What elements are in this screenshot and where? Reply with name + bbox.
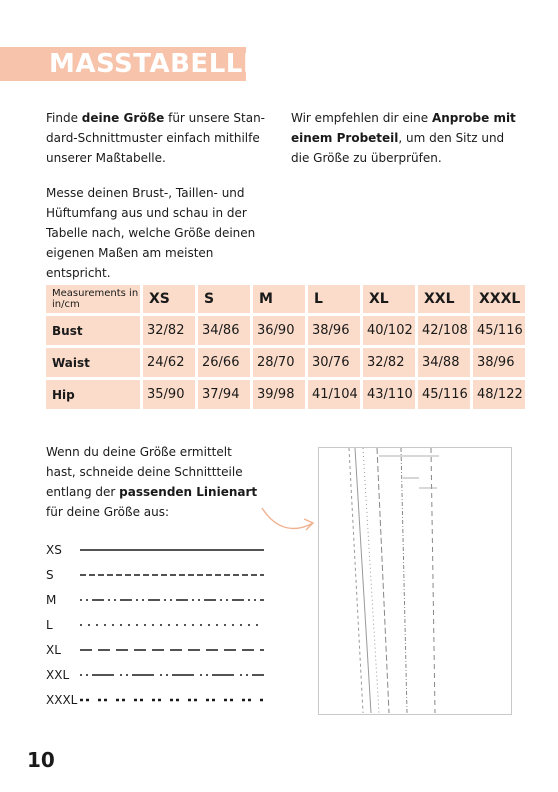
table-cell: 39/98 <box>253 380 305 409</box>
table-cell: 28/70 <box>253 348 305 377</box>
legend-size-label: XL <box>46 643 61 657</box>
table-cell: 26/66 <box>198 348 250 377</box>
intro-text: Finde <box>46 111 82 125</box>
table-size-header: XL <box>363 285 415 313</box>
legend-size-label: L <box>46 618 53 632</box>
page-title: MASSTABELLE <box>49 49 262 79</box>
legend-size-label: XS <box>46 543 62 557</box>
table-cell: 32/82 <box>143 316 195 345</box>
table-size-header: XS <box>143 285 195 313</box>
table-cell: 35/90 <box>143 380 195 409</box>
intro-text: für unsere Stan-dard-Schnittmuster einfach mithilfe unserer Maßtabelle. <box>46 111 265 165</box>
table-cell: 45/116 <box>473 316 525 345</box>
legend-size-label: S <box>46 568 54 582</box>
lines-intro-text: Wenn du deine Größe ermittelt hast, schneide deine Schnittteile entlang der <box>46 445 243 499</box>
table-cell: 42/108 <box>418 316 470 345</box>
intro-text: Wir empfehlen dir eine <box>291 111 432 125</box>
table-cell: 45/116 <box>418 380 470 409</box>
table-size-header: XXL <box>418 285 470 313</box>
table-row-label: Hip <box>46 380 140 409</box>
table-cell: 40/102 <box>363 316 415 345</box>
legend-size-label: M <box>46 593 57 607</box>
table-cell: 38/96 <box>308 316 360 345</box>
pattern-illustration <box>318 447 512 715</box>
legend-size-label: XXL <box>46 668 70 682</box>
table-cell: 34/86 <box>198 316 250 345</box>
table-cell: 36/90 <box>253 316 305 345</box>
intro-bold: deine Größe <box>81 111 165 125</box>
table-size-header: L <box>308 285 360 313</box>
lines-intro-bold: passenden Linienart <box>119 485 258 499</box>
table-row-label: Bust <box>46 316 140 345</box>
table-cell: 48/122 <box>473 380 525 409</box>
table-cell: 32/82 <box>363 348 415 377</box>
table-size-header: XXXL <box>473 285 525 313</box>
table-cell: 43/110 <box>363 380 415 409</box>
intro-text: , um den Sitz und die Größe zu überprüfen. <box>291 131 505 165</box>
table-cell: 34/88 <box>418 348 470 377</box>
table-corner-label: Measurements in in/cm <box>46 285 140 313</box>
table-cell: 37/94 <box>198 380 250 409</box>
table-size-header: S <box>198 285 250 313</box>
intro-bold: Anprobe mit einem Probeteil <box>291 111 516 145</box>
legend-size-label: XXXL <box>46 693 78 707</box>
pattern-lines-icon <box>319 448 510 713</box>
table-size-header: M <box>253 285 305 313</box>
lines-intro-text: für deine Größe aus: <box>46 505 170 519</box>
page-number: 10 <box>27 748 55 772</box>
table-row-label: Waist <box>46 348 140 377</box>
table-cell: 38/96 <box>473 348 525 377</box>
table-cell: 24/62 <box>143 348 195 377</box>
table-cell: 30/76 <box>308 348 360 377</box>
table-cell: 41/104 <box>308 380 360 409</box>
intro-text: Messe deinen Brust-, Taillen- und Hüftumfang aus und schau in der Tabelle nach, welche Größe deinen eigenen Maßen am meisten entspricht. <box>46 186 256 280</box>
